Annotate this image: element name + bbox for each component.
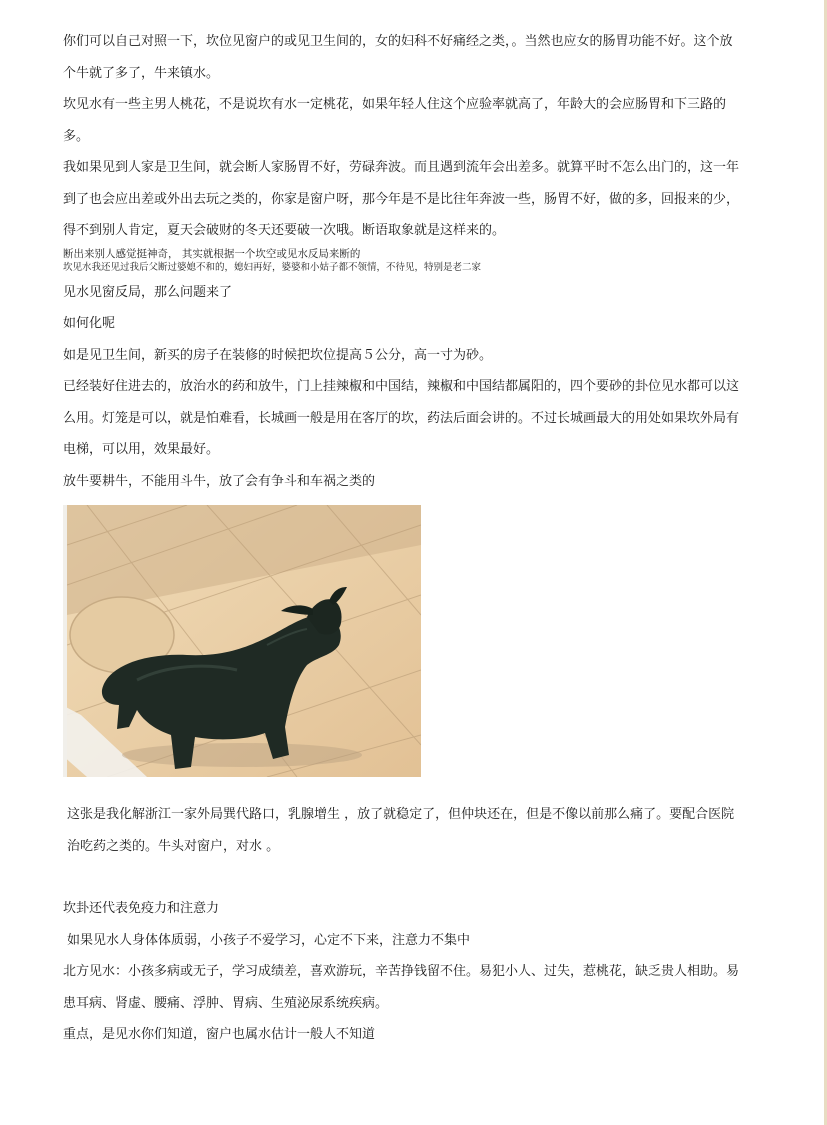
ox-figurine-photo	[63, 505, 421, 777]
paragraph-4: 见水见窗反局，那么问题来了	[63, 284, 233, 300]
paragraph-10: 坎卦还代表免疫力和注意力	[63, 901, 220, 916]
paragraph-12: 北方见水：小孩多病或无子，学习成绩差，喜欢游玩，辛苦挣钱留不住。易犯小人、过失，惹桃花，缺乏贵人相助。易患耳病、肾虚、腰痛、浮肿、胃病、生殖泌尿系统疾病。	[63, 964, 740, 1011]
paragraph-13: 重点，是见水你们知道，窗户也属水估计一般人不知道	[63, 1027, 376, 1042]
paragraph-9: 这张是我化解浙江一家外局巽代路口，乳腺增生 ，放了就稳定了，但仲块还在，但是不像以前那么痛了。要配合医院治吃药之类的。牛头对窗户，对水 。	[67, 807, 735, 854]
paragraph-8: 放牛要耕牛，不能用斗牛，放了会有争斗和车祸之类的	[63, 473, 376, 489]
ox-figurine-illustration	[67, 505, 421, 777]
paragraph-6: 如是见卫生间，新买的房子在装修的时候把坎位提高５公分，高一寸为砂。	[63, 347, 493, 363]
paragraph-11: 如果见水人身体体质弱，小孩子不爱学习，心定不下来，注意力不集中	[67, 932, 471, 948]
paragraph-5: 如何化呢	[63, 316, 116, 331]
blank-line	[63, 862, 743, 893]
paragraph-2: 坎见水有一些主男人桃花，不是说坎有水一定桃花，如果年轻人住这个应验率就高了，年龄大的会应肠胃和下三路的多。	[63, 97, 727, 144]
paragraph-1: 你们可以自己对照一下，坎位见窗户的或见卫生间的，女的妇科不好痛经之类，。当然也应女的肠胃功能不好。这个放个牛就了多了，牛来镇水。	[63, 34, 733, 81]
paragraph-3: 我如果见到人家是卫生间，就会断人家肠胃不好，劳碌奔波。而且遇到流年会出差多。就算平时不怎么出门的，这一年到了也会应出差或外出去玩之类的，你家是窗户呀，那今年是不是比往年奔波一些，肠胃不好，做的多，回报来的少，得不到别人肯定，夏天会破财的冬天还要破一次哦。断语取象就是这样来的。	[63, 160, 740, 238]
note-line-2: 坎见水我还见过我后父断过婆媳不和的，媳妇再好，婆婆和小姑子都不领情，不待见，特别是老二家	[63, 261, 482, 273]
paragraph-7: 已经装好住进去的，放治水的药和放牛，门上挂辣椒和中国结，辣椒和中国结都属阳的，四个要砂的卦位见水都可以这么用。灯笼是可以，就是怕难看，长城画一般是用在客厅的坎，药法后面会讲的。不过长城画最大的用处如果坎外局有电梯，可以用，效果最好。	[63, 379, 740, 457]
note-line-1: 断出来别人感觉挺神奇， 其实就根据一个坎空或见水反局来断的	[63, 247, 361, 260]
document-body	[63, 26, 743, 1051]
